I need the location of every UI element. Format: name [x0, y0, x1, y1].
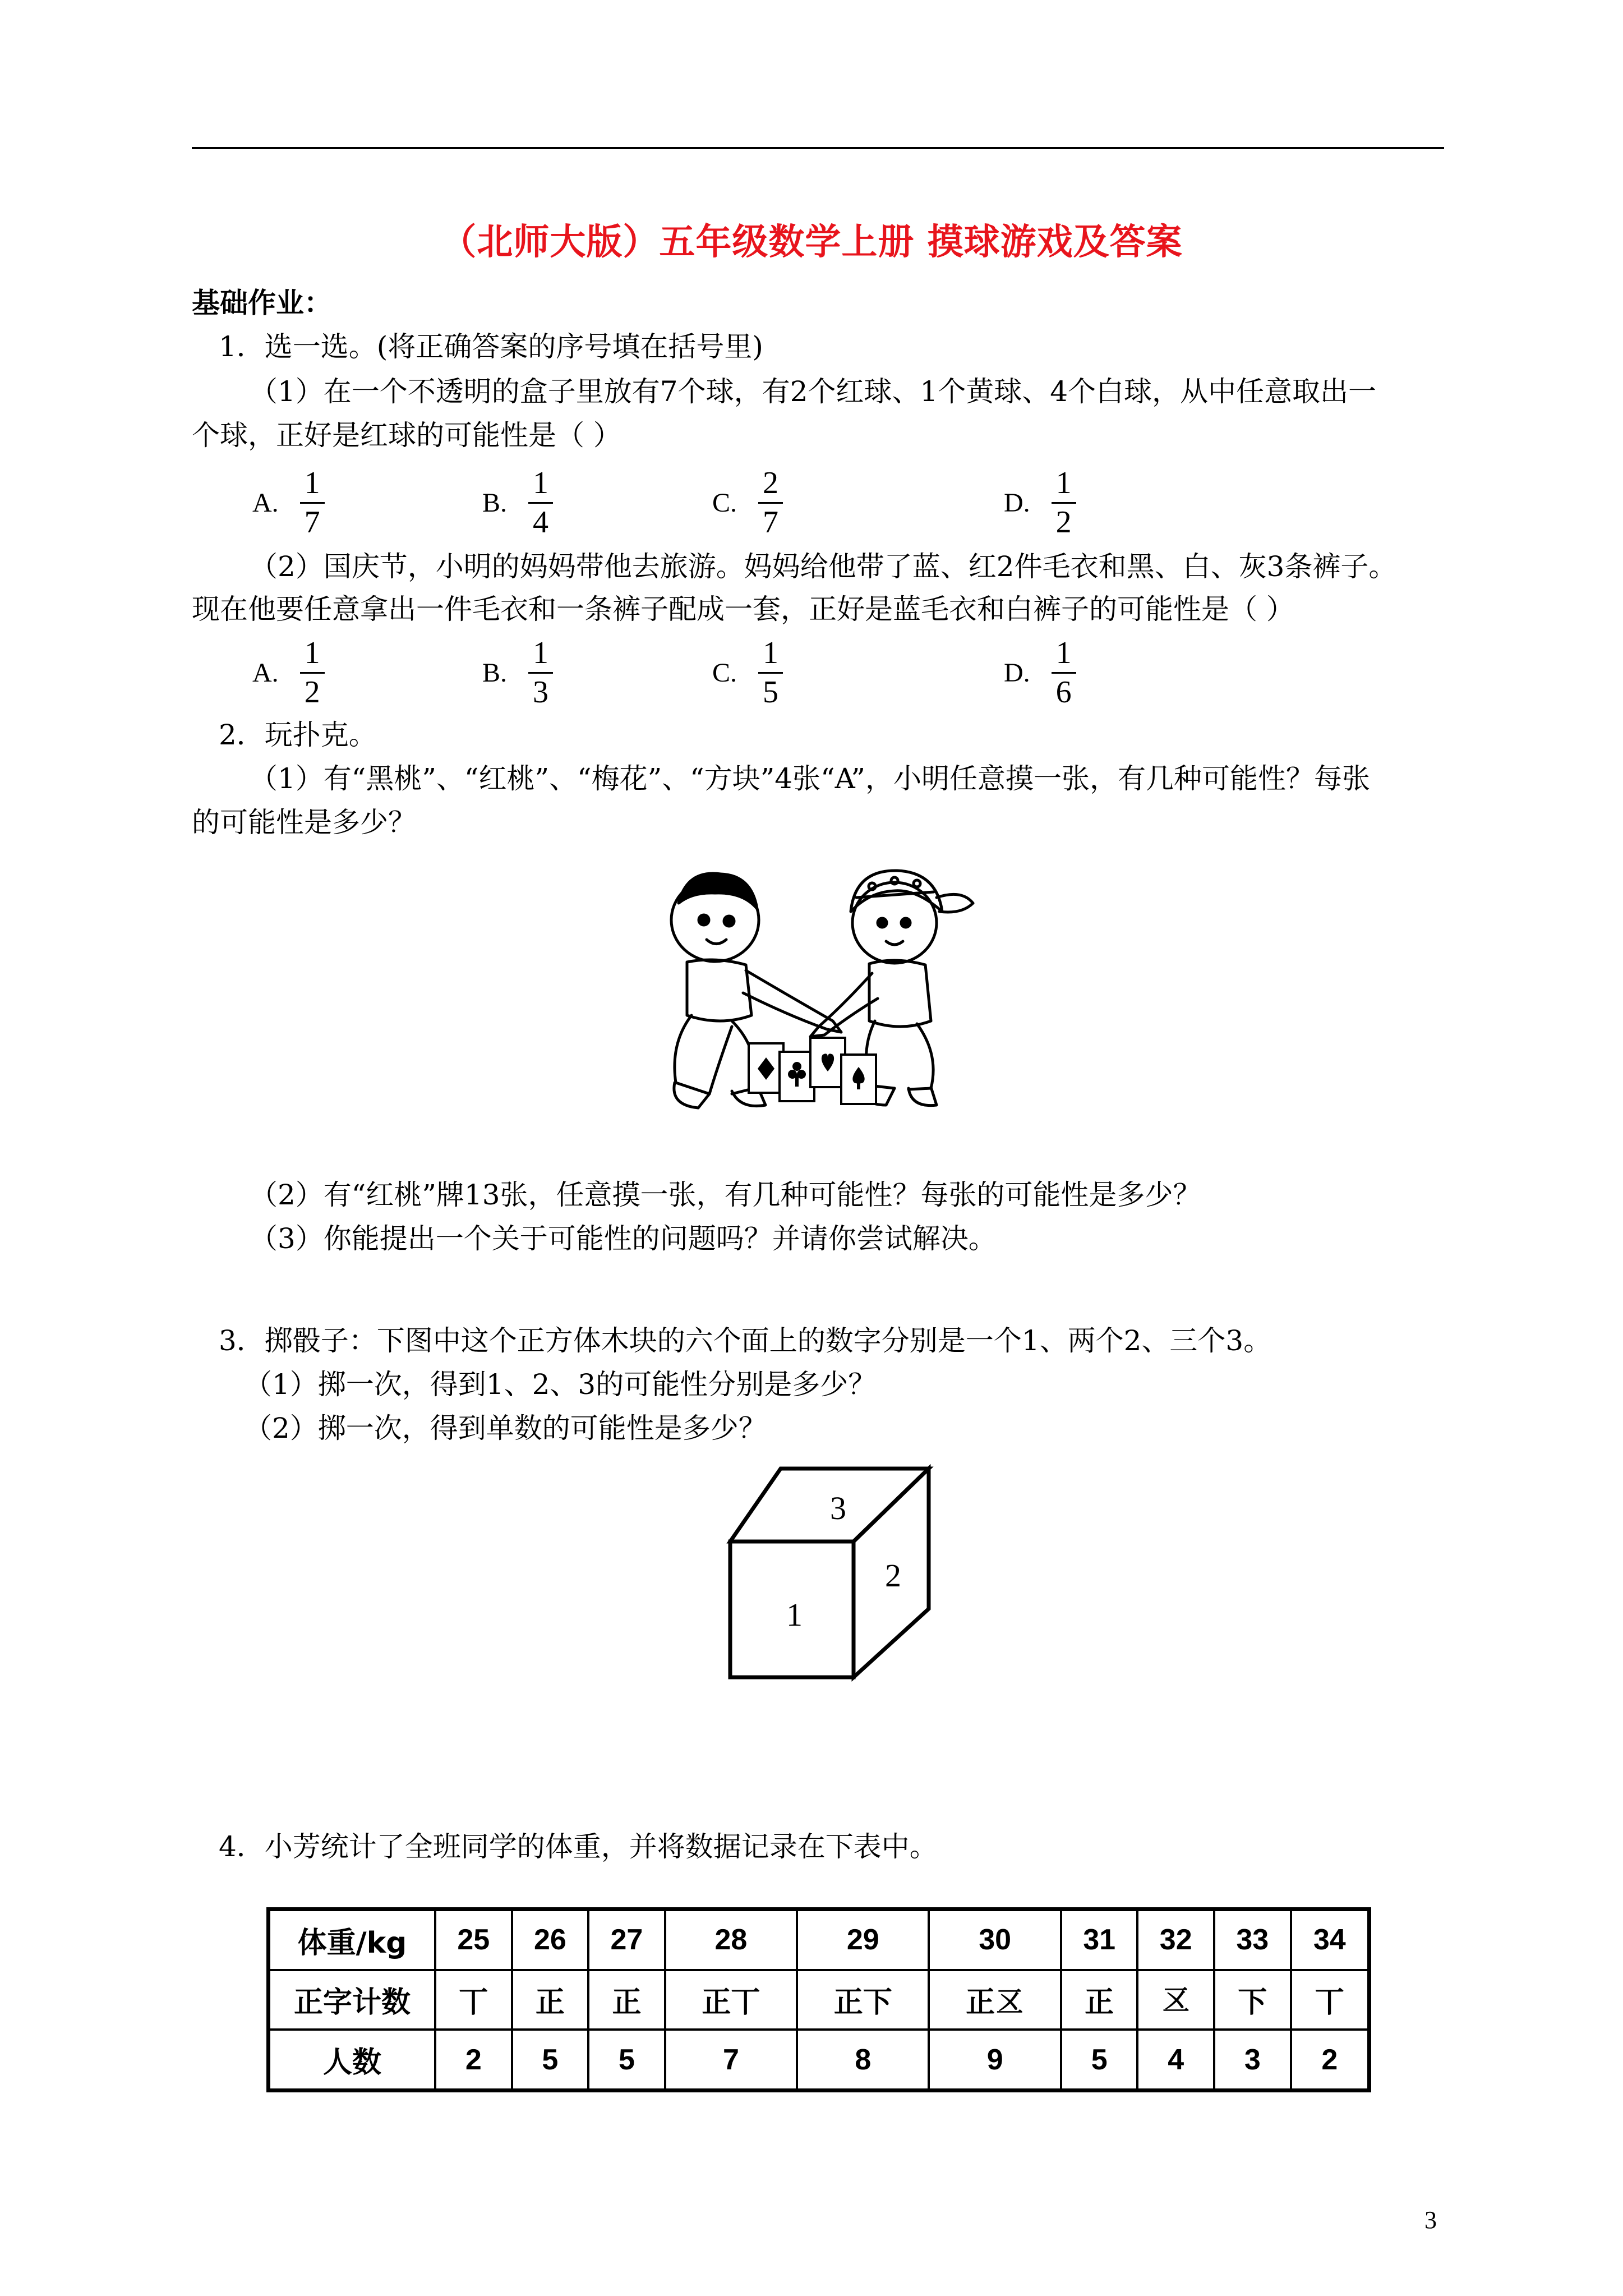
q1-part2-line2: 现在他要任意拿出一件毛衣和一条裤子配成一套，正好是蓝毛衣和白裤子的可能性是（ ） — [192, 593, 1294, 625]
fraction: $\frac{1}{7}$ — [300, 467, 325, 539]
weight-cell: 30 — [929, 1910, 1061, 1970]
count-cell: 5 — [588, 2030, 665, 2090]
q2-part2: （2）有“红桃”牌13张，任意摸一张，有几种可能性？每张的可能性是多少？ — [250, 1179, 1201, 1211]
table-row — [269, 1910, 1370, 1970]
tally-cell: 𠄡 — [1137, 1970, 1214, 2030]
fraction: $\frac{2}{7}$ — [758, 467, 783, 539]
option-label: A. — [252, 657, 279, 688]
count-cell: 7 — [665, 2030, 797, 2090]
q2-part3: （3）你能提出一个关于可能性的问题吗？并请你尝试解决。 — [250, 1222, 997, 1255]
weight-cell: 29 — [797, 1910, 929, 1970]
weight-cell: 28 — [665, 1910, 797, 1970]
option-label: B. — [482, 657, 508, 688]
page-title: （北师大版）五年级数学上册 摸球游戏及答案 — [440, 221, 1183, 263]
option-label: D. — [1004, 487, 1030, 518]
weight-table — [266, 1907, 1371, 2092]
weight-cell: 33 — [1214, 1910, 1291, 1970]
q3-part1: （1）掷一次，得到1、2、3的可能性分别是多少？ — [244, 1368, 877, 1401]
count-cell: 5 — [512, 2030, 589, 2090]
table-row — [269, 1970, 1370, 2030]
row-header: 体重/kg — [269, 1910, 436, 1970]
tally-cell: 正下 — [797, 1970, 929, 2030]
q1-part1-line1: （1）在一个不透明的盒子里放有7个球，有2个红球、1个黄球、4个白球，从中任意取出一 — [250, 375, 1377, 408]
count-cell: 5 — [1061, 2030, 1138, 2090]
section-heading: 基础作业： — [192, 286, 332, 319]
header-rule — [192, 147, 1444, 149]
weight-cell: 25 — [435, 1910, 512, 1970]
weight-cell: 31 — [1061, 1910, 1138, 1970]
tally-cell: 正 — [512, 1970, 589, 2030]
q1-stem: 1．选一选。(将正确答案的序号填在括号里) — [219, 330, 763, 363]
count-cell: 8 — [797, 2030, 929, 2090]
fraction: $\frac{1}{6}$ — [1052, 637, 1076, 709]
option-label: C. — [712, 487, 737, 518]
fraction: $\frac{1}{5}$ — [758, 637, 783, 709]
q1-part2-line1: （2）国庆节，小明的妈妈带他去旅游。妈妈给他带了蓝、红2件毛衣和黑、白、灰3条裤子。 — [250, 550, 1397, 583]
tally-cell: 正 — [1061, 1970, 1138, 2030]
count-cell: 2 — [435, 2030, 512, 2090]
weight-cell: 26 — [512, 1910, 589, 1970]
row-header: 人数 — [269, 2030, 436, 2090]
count-cell: 9 — [929, 2030, 1061, 2090]
q1-part1-line2: 个球，正好是红球的可能性是（ ） — [192, 419, 621, 452]
weight-cell: 27 — [588, 1910, 665, 1970]
count-cell: 4 — [1137, 2030, 1214, 2090]
kids-playing-cards-illustration — [648, 858, 984, 1133]
option-label: B. — [482, 487, 508, 518]
fraction: $\frac{1}{2}$ — [1052, 467, 1076, 539]
tally-cell: 正𠄡 — [929, 1970, 1061, 2030]
weight-cell: 32 — [1137, 1910, 1214, 1970]
q1-part1-option-a — [252, 467, 325, 539]
q1-part2-option-c — [712, 637, 783, 709]
q2-part1-line2: 的可能性是多少？ — [192, 806, 416, 839]
q1-part2-option-d — [1004, 637, 1076, 709]
option-label: A. — [252, 487, 279, 518]
q2-stem: 2．玩扑克。 — [219, 719, 377, 751]
row-header: 正字计数 — [269, 1970, 436, 2030]
tally-cell: 丅 — [1291, 1970, 1370, 2030]
tally-cell: 丅 — [435, 1970, 512, 2030]
weight-cell: 34 — [1291, 1910, 1370, 1970]
page-number: 3 — [1424, 2206, 1437, 2234]
q2-part1-line1: （1）有“黑桃”、“红桃”、“梅花”、“方块”4张“A”，小明任意摸一张，有几种可能性？每张 — [250, 762, 1370, 795]
q1-part1-option-c — [712, 467, 783, 539]
table-row — [269, 2030, 1370, 2090]
q3-part2: （2）掷一次，得到单数的可能性是多少？ — [244, 1412, 767, 1444]
cube-top-label: 3 — [830, 1490, 846, 1526]
q1-part1-option-b — [482, 467, 553, 539]
q1-part2-option-b — [482, 637, 553, 709]
tally-cell: 正丅 — [665, 1970, 797, 2030]
q3-stem: 3．掷骰子：下图中这个正方体木块的六个面上的数字分别是一个1、两个2、三个3。 — [219, 1324, 1272, 1357]
option-label: C. — [712, 657, 737, 688]
number-cube-figure — [723, 1463, 937, 1687]
fraction: $\frac{1}{4}$ — [528, 467, 553, 539]
fraction: $\frac{1}{2}$ — [300, 637, 325, 709]
count-cell: 2 — [1291, 2030, 1370, 2090]
tally-cell: 下 — [1214, 1970, 1291, 2030]
cube-side-label: 2 — [885, 1557, 901, 1594]
count-cell: 3 — [1214, 2030, 1291, 2090]
cube-front-label: 1 — [786, 1596, 803, 1633]
option-label: D. — [1004, 657, 1030, 688]
q1-part1-option-d — [1004, 467, 1076, 539]
tally-cell: 正 — [588, 1970, 665, 2030]
q4-stem: 4．小芳统计了全班同学的体重，并将数据记录在下表中。 — [219, 1830, 938, 1863]
fraction: $\frac{1}{3}$ — [528, 637, 553, 709]
q1-part2-option-a — [252, 637, 325, 709]
